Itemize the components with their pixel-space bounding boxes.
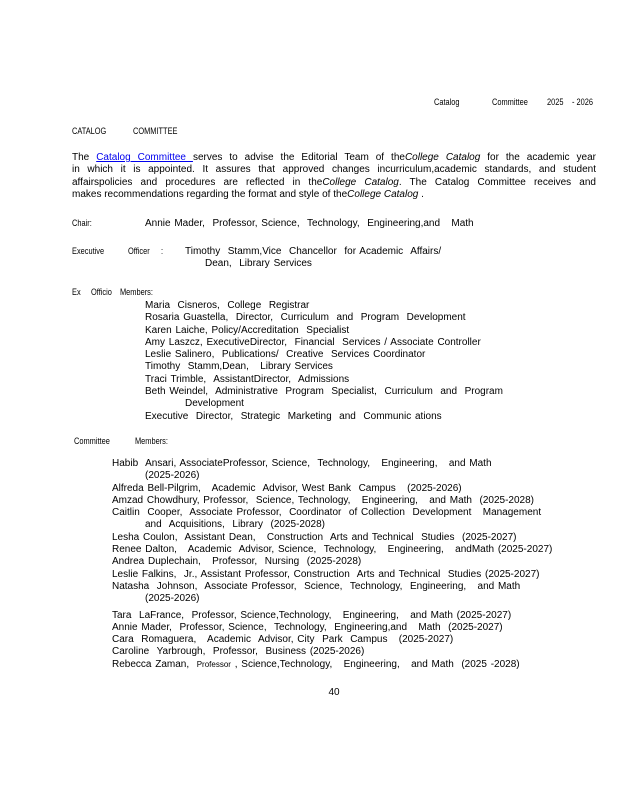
intro-line: [72, 164, 596, 176]
member-line: [112, 659, 552, 671]
chair-row: [0, 218, 618, 231]
member-entry: [145, 325, 503, 337]
member-line: Leslie Salinero, Publications/ Creative Services Coordinator: [145, 349, 426, 361]
member-line: Karen Laiche, Policy/Accreditation Specialist: [145, 324, 350, 336]
intro-paragraph: [72, 152, 596, 201]
member-line: Alfreda Bell-Pilgrim, Academic Advisor, West Bank Campus (2025-2026): [112, 482, 462, 494]
catalog-committee-link[interactable]: Catalog Committee: [96, 152, 193, 163]
member-line: Caroline Yarbrough, Professor, Business (2025-2026): [112, 646, 365, 658]
running-header: [0, 97, 618, 109]
member-line: Executive Director, Strategic Marketing and Communic ations: [145, 410, 442, 422]
text-segment: The: [72, 152, 97, 163]
member-line: Andrea Duplechain, Professor, Nursing (2025-2028): [112, 556, 362, 568]
member-line: Amy Laszcz, ExecutiveDirector, Financial Services / Associate Controller: [145, 336, 481, 348]
page-title-word: CATALOG: [72, 126, 107, 137]
text-segment: in which it is appointed. It assures that approved changes incurriculum,academic standards, and student: [72, 164, 596, 176]
text-segment: makes recommendations regarding the format and style of the: [72, 189, 348, 201]
member-entry: [112, 458, 552, 483]
text-segment: for the academic year: [480, 152, 596, 163]
executive-officer-line: Timothy Stamm,Vice Chancellor for Academic Affairs/: [185, 246, 442, 257]
text-segment-italic: College Catalog: [404, 152, 481, 163]
member-entry: [112, 556, 552, 568]
member-entry: [112, 483, 552, 495]
ex-officio-label-word: Ex: [72, 287, 81, 298]
page-title-word: COMMITTEE: [133, 126, 178, 137]
member-line: Habib Ansari, AssociateProfessor, Science, Technology, Engineering, and Math: [112, 458, 492, 469]
member-line: Tara LaFrance, Professor, Science,Technology, Engineering, and Math (2025-2027): [112, 609, 512, 621]
running-header-word: Committee: [492, 97, 528, 108]
member-line: Maria Cisneros, College Registrar: [145, 300, 310, 311]
member-line: Leslie Falkins, Jr., Assistant Professor, Construction Arts and Technical Studies (2025-2027): [112, 568, 540, 580]
text-segment: . The Catalog Committee receives and: [398, 176, 596, 188]
committee-members-label: [0, 436, 618, 448]
member-line: Caitlin Cooper, Associate Professor, Coordinator of Collection Development Management: [112, 507, 542, 519]
member-line: Amzad Chowdhury, Professor, Science, Technology, Engineering, and Math (2025-2028): [112, 494, 535, 506]
member-entry: [112, 507, 552, 532]
member-entry: [145, 374, 503, 386]
member-entry: [145, 312, 503, 324]
member-entry: [112, 544, 552, 556]
ex-officio-label-word: Officio: [91, 287, 112, 298]
text-segment: Rebecca Zaman,: [112, 658, 197, 670]
committee-label-word: Members:: [135, 436, 168, 447]
member-entry: [112, 610, 552, 622]
intro-line: [72, 177, 596, 189]
executive-officer-line: Dean, Library Services: [205, 258, 312, 270]
member-entry: [112, 634, 552, 646]
text-segment: .: [418, 189, 424, 201]
member-entry: [145, 411, 503, 423]
member-entry: [112, 646, 552, 658]
executive-officer-label-word: Officer: [128, 246, 150, 257]
running-header-word: - 2026: [572, 97, 594, 108]
member-line: Rosaria Guastella, Director, Curriculum and Program Development: [145, 312, 466, 324]
running-header-word: Catalog: [434, 97, 460, 108]
intro-line: [72, 189, 596, 201]
member-line: Annie Mader, Professor, Science, Technology, Engineering,and Math (2025-2027): [112, 621, 503, 633]
ex-officio-label-word: Members:: [120, 287, 153, 298]
member-entry: [145, 300, 503, 312]
committee-label-word: Committee: [74, 436, 110, 447]
member-line: Beth Weindel, Administrative Program Specialist, Curriculum and Program: [145, 386, 503, 398]
member-line: Lesha Coulon, Assistant Dean, Construction Arts and Technical Studies (2025-2027): [112, 531, 517, 543]
executive-officer-label-word: :: [161, 246, 164, 257]
executive-officer-row: [0, 246, 618, 272]
text-segment: affairspolicies and procedures are reflected in the: [72, 176, 323, 188]
member-line: Development: [185, 398, 244, 410]
text-segment: , Science,Technology, Engineering, and Math (2025 -2028): [230, 658, 520, 670]
member-entry: [112, 569, 552, 581]
member-line: and Acquisitions, Library (2025-2028): [145, 519, 325, 531]
chair-label: Chair:: [72, 218, 92, 229]
executive-officer-label-word: Executive: [72, 246, 105, 257]
text-segment-italic: College Catalog: [347, 189, 419, 201]
member-entry: [145, 361, 503, 373]
member-entry: [145, 386, 503, 411]
member-entry: [112, 495, 552, 507]
member-entry: [112, 659, 552, 671]
member-entry: [145, 349, 503, 361]
member-entry: [112, 622, 552, 634]
ex-officio-member-list: [145, 300, 503, 423]
member-line: (2025-2026): [145, 470, 200, 482]
ex-officio-label: [0, 287, 618, 299]
member-line: Traci Trimble, AssistantDirector, Admissions: [145, 373, 350, 385]
member-line: Natasha Johnson, Associate Professor, Science, Technology, Engineering, and Math: [112, 580, 521, 592]
member-entry: [112, 532, 552, 544]
text-segment: serves to advise the Editorial Team of the: [192, 152, 405, 163]
running-header-word: 2025: [547, 97, 564, 108]
intro-line: [72, 152, 596, 164]
member-entry: [112, 581, 552, 606]
member-line: Cara Romaguera, Academic Advisor, City Park Campus (2025-2027): [112, 634, 454, 646]
page-number: 40: [328, 687, 340, 698]
committee-member-list: [112, 458, 552, 671]
page-title: [0, 126, 618, 138]
text-segment-italic: College Catalog: [322, 176, 399, 188]
member-line: Timothy Stamm,Dean, Library Services: [145, 361, 333, 373]
text-segment-small: Professor: [196, 659, 231, 669]
member-line: (2025-2026): [145, 593, 200, 605]
member-entry: [145, 337, 503, 349]
executive-officer-value: [185, 246, 441, 271]
chair-value: Annie Mader, Professor, Science, Technology, Engineering,and Math: [145, 218, 474, 229]
member-line: Renee Dalton, Academic Advisor, Science, Technology, Engineering, andMath (2025-2027): [112, 544, 553, 556]
